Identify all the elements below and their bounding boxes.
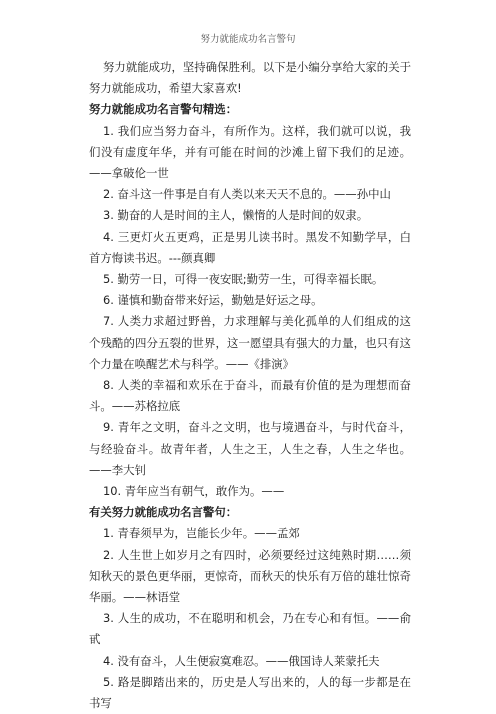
quote-item: 5. 勤劳一日，可得一夜安眠;勤劳一生，可得幸福长眠。 <box>103 272 384 287</box>
intro-paragraph: 努力就能成功，坚持确保胜利。以下是小编分享给大家的关于努力就能成功，希望大家喜欢! <box>89 60 411 96</box>
quote-item: 2. 人生世上如岁月之有四时，必须要经过这纯熟时期……须知秋天的景色更华丽，更惊奇，而秋天的快乐有万倍的雄壮惊奇华丽。——林语堂 <box>89 547 411 605</box>
quote-item: 7. 人类力求超过野兽，力求理解与美化孤单的人们组成的这个残酷的四分五裂的世界，这一愿望具有强大的力量，也只有这个力量在唤醒艺术与科学。——《排演》 <box>89 314 411 371</box>
quote-item: 5. 路是脚踏出来的，历史是人写出来的，人的每一步都是在书写 <box>89 674 411 711</box>
quote-item: 1. 青春须早为，岂能长少年。——孟郊 <box>103 526 300 541</box>
quote-item: 10. 青年应当有朝气，敢作为。—— <box>103 484 285 499</box>
document-body <box>89 57 411 714</box>
quote-item: 3. 人生的成功，不在聪明和机会，乃在专心和有恒。——俞甙 <box>89 611 411 647</box>
quote-item: 6. 谨慎和勤奋带来好运，勤勉是好运之母。 <box>103 293 323 308</box>
quote-item: 4. 三更灯火五更鸡，正是男儿读书时。黑发不知勤学早，白首方悔读书迟。---颜真卿 <box>89 229 411 265</box>
quote-item: 9. 青年之文明，奋斗之文明，也与境遇奋斗，与时代奋斗，与经验奋斗。故青年者，人生之王，人生之春，人生之华也。——李大钊 <box>89 420 411 477</box>
quote-item: 1. 我们应当努力奋斗，有所作为。这样，我们就可以说，我们没有虚度年华，并有可能在时间的沙滩上留下我们的足迹。——拿破伦一世 <box>89 123 411 181</box>
section-heading-selected-quotes: 努力就能成功名言警句精选： <box>89 102 238 117</box>
quote-item: 3. 勤奋的人是时间的主人，懒惰的人是时间的奴隶。 <box>103 208 369 223</box>
document-title: 努力就能成功名言警句 <box>200 34 296 45</box>
section-heading-related-quotes: 有关努力就能成功名言警句： <box>89 505 238 520</box>
quote-item: 2. 奋斗这一件事是自有人类以来天天不息的。——孙中山 <box>103 187 391 202</box>
quote-item: 8. 人类的幸福和欢乐在于奋斗，而最有价值的是为理想而奋斗。——苏格拉底 <box>89 378 411 414</box>
quote-item: 4. 没有奋斗，人生便寂寞难忍。——俄国诗人莱蒙托夫 <box>103 653 380 668</box>
